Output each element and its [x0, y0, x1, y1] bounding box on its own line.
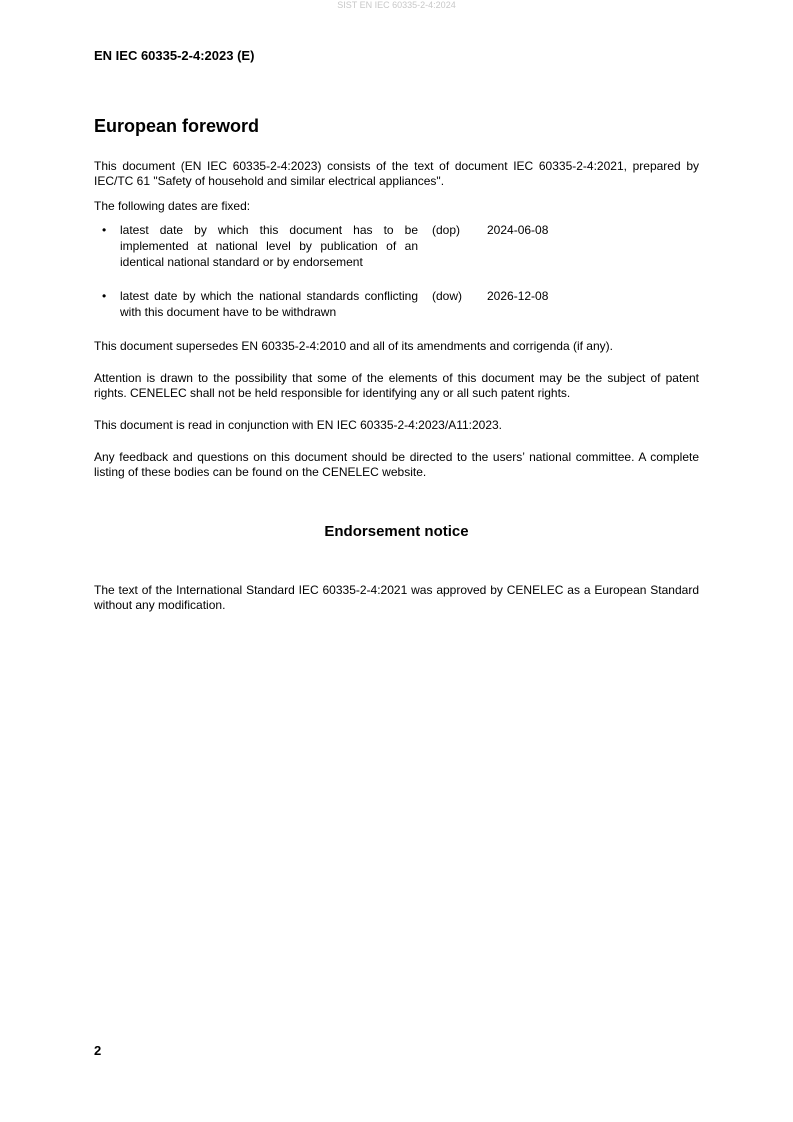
bullet: • [102, 289, 107, 303]
feedback-paragraph: Any feedback and questions on this document should be directed to the users’ national committee. A complete listing of these bodies can be found on the CENELEC website. [94, 450, 699, 479]
endorsement-heading: Endorsement notice [324, 523, 469, 540]
date-description: latest date by which the national standards conflicting with this document have to be withdrawn [120, 289, 418, 319]
dates-list [94, 222, 699, 328]
patent-paragraph: Attention is drawn to the possibility that some of the elements of this document may be the subject of patent rights. CENELEC shall not be held responsible for identifying any or all such patent rights. [94, 371, 699, 400]
date-description: latest date by which this document has to be implemented at national level by publication of an identical national standard or by endorsement [120, 223, 418, 269]
date-item-dop [94, 222, 699, 288]
document-header: EN IEC 60335-2-4:2023 (E) [94, 48, 255, 63]
bullet: • [102, 223, 107, 237]
date-item-dow [94, 288, 699, 328]
date-value: 2024-06-08 [487, 223, 549, 237]
intro-paragraph: This document (EN IEC 60335-2-4:2023) consists of the text of document IEC 60335-2-4:2021, prepared by IEC/TC 61 "Safety of household and similar electrical appliances". [94, 159, 699, 188]
supersedes-paragraph: This document supersedes EN 60335-2-4:2010 and all of its amendments and corrigenda (if any). [94, 339, 613, 353]
page-number: 2 [94, 1043, 102, 1058]
date-value: 2026-12-08 [487, 289, 549, 303]
conjunction-paragraph: This document is read in conjunction with EN IEC 60335-2-4:2023/A11:2023. [94, 418, 503, 432]
endorsement-paragraph: The text of the International Standard IEC 60335-2-4:2021 was approved by CENELEC as a European Standard without any modification. [94, 583, 699, 612]
date-abbreviation: (dop) [432, 223, 461, 237]
page-title: European foreword [94, 116, 260, 136]
dates-intro-paragraph: The following dates are fixed: [94, 199, 251, 213]
date-abbreviation: (dow) [432, 289, 463, 303]
watermark: SIST EN IEC 60335-2-4:2024 [337, 0, 456, 10]
